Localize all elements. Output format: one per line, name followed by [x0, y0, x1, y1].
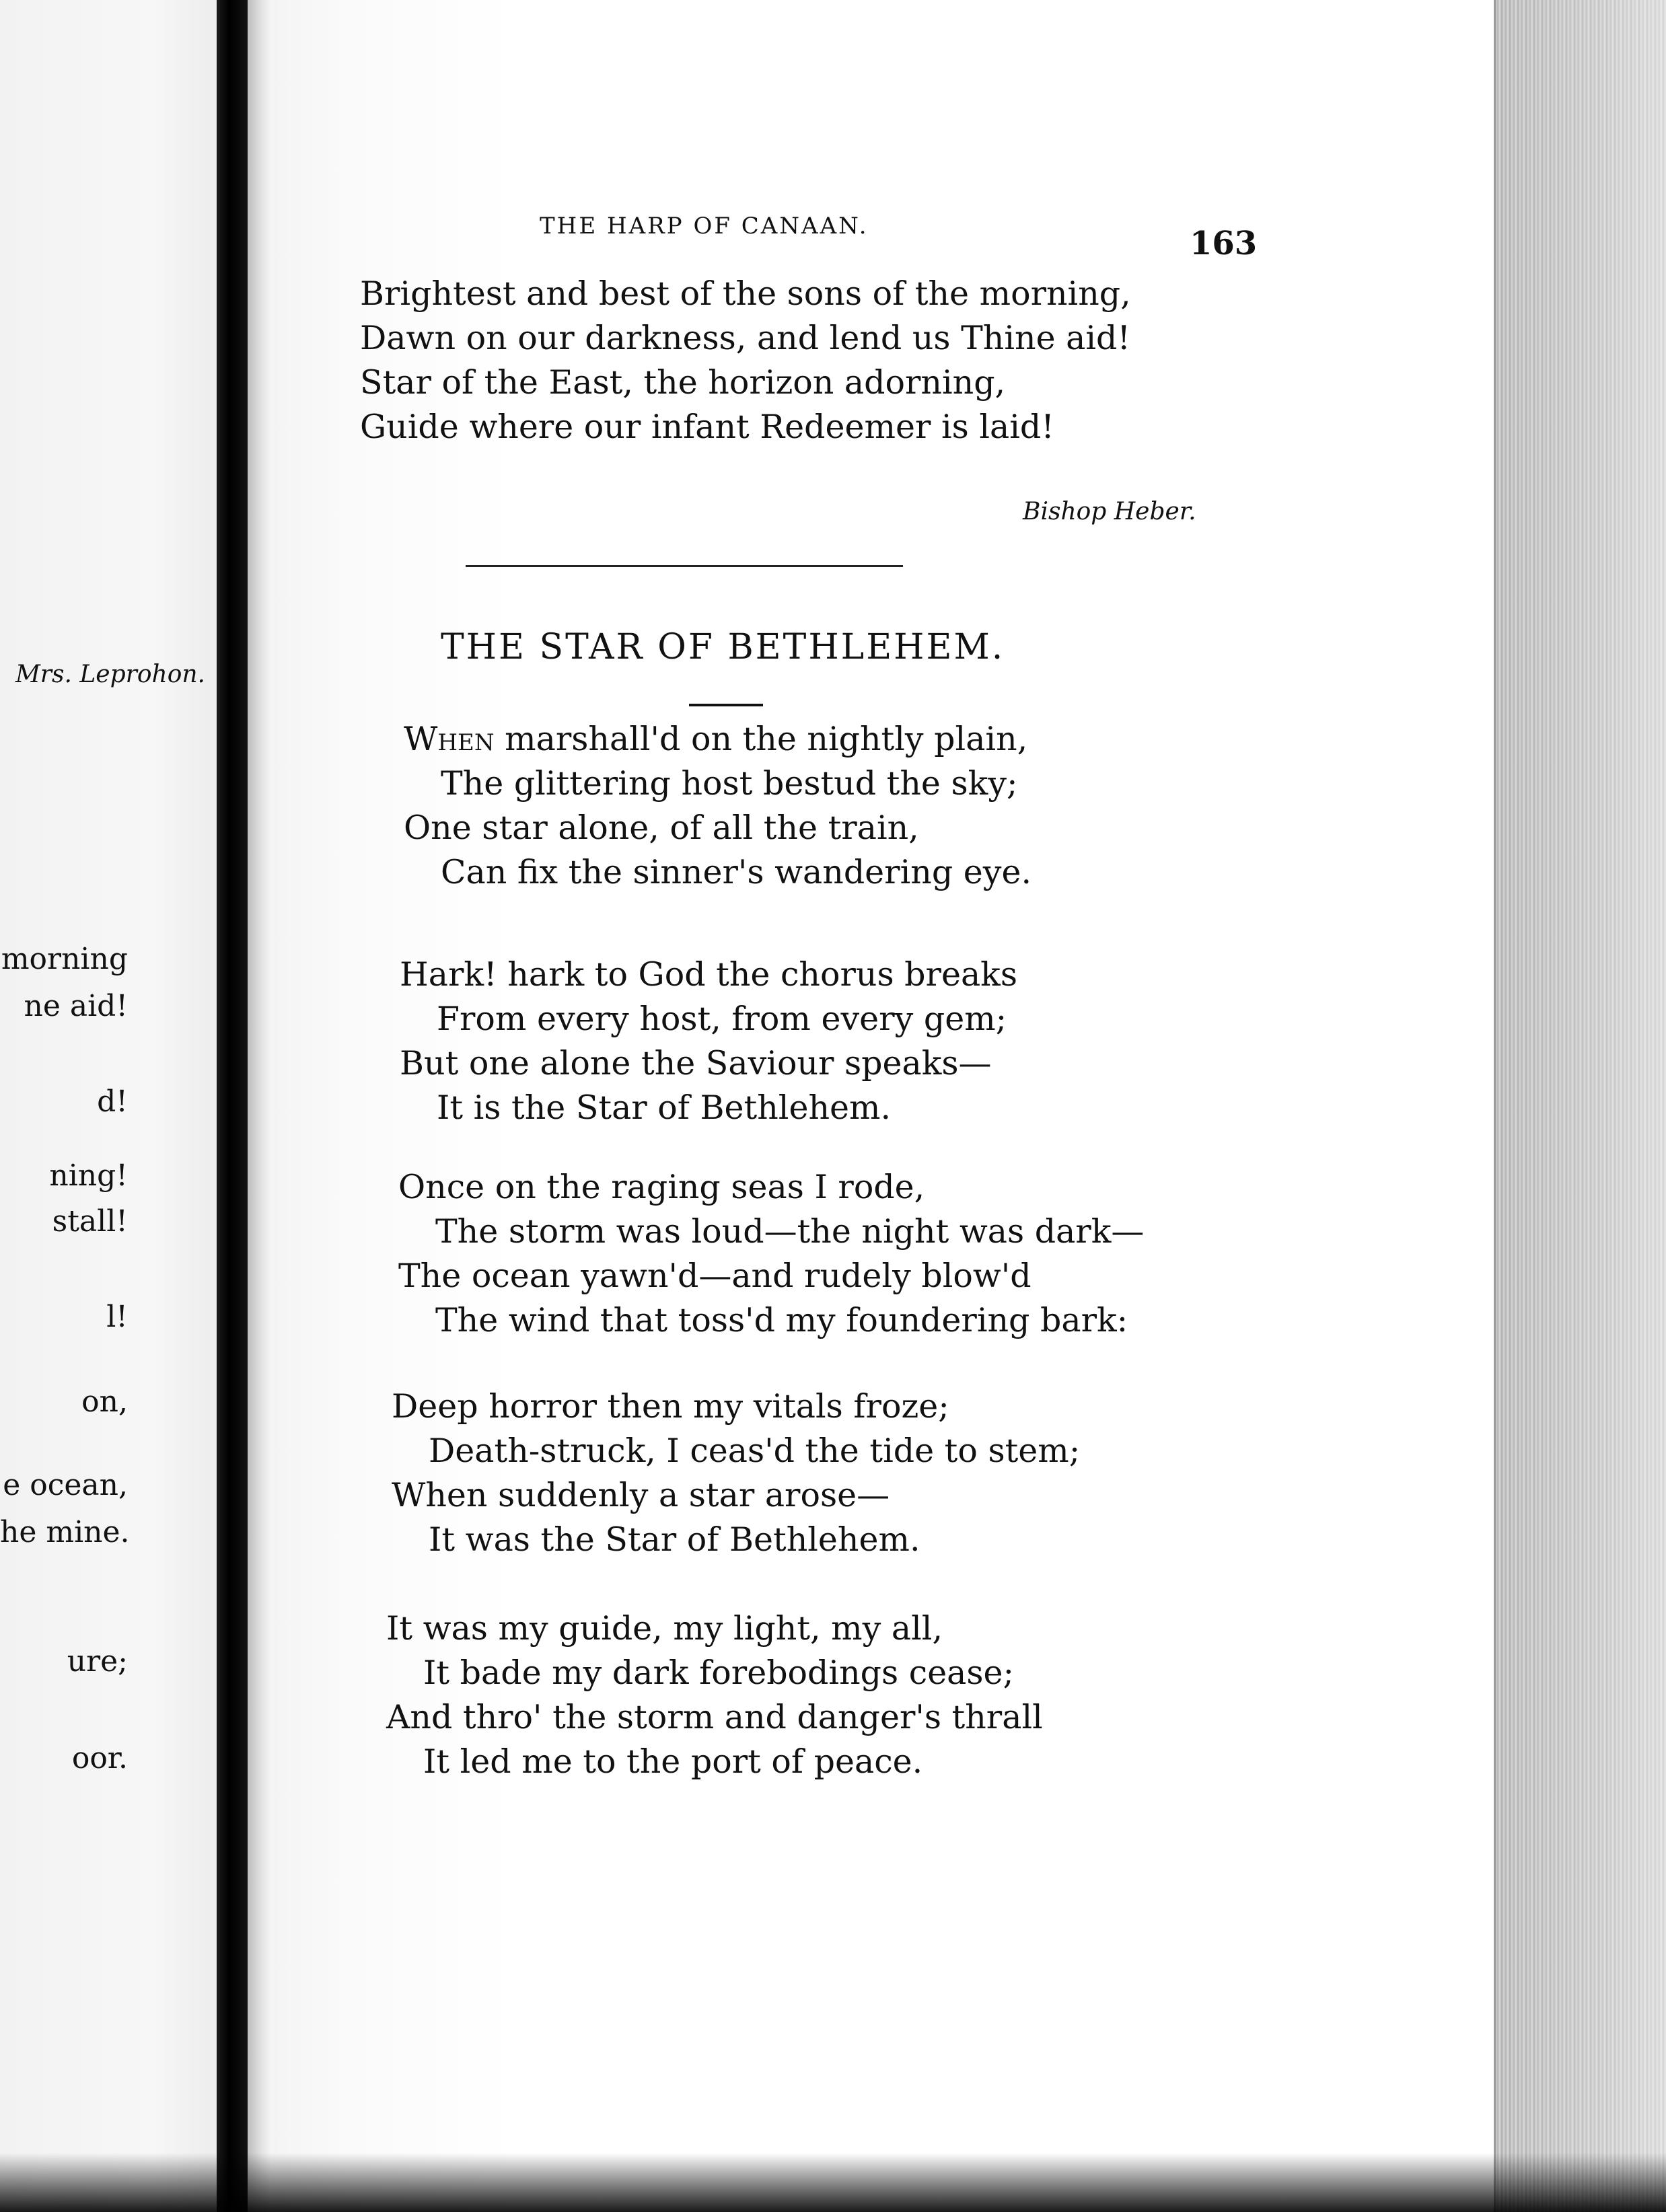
left-page-fragment: morning [1, 942, 128, 976]
opening-attribution: Bishop Heber. [1023, 498, 1196, 525]
verse-line: It was the Star of Bethlehem. [429, 1520, 920, 1559]
section-divider [466, 565, 903, 567]
verse-line: The ocean yawn'd—and rudely blow'd [398, 1257, 1031, 1295]
first-word: When [404, 720, 495, 758]
verse-line: When suddenly a star arose— [392, 1476, 890, 1514]
verse-line: Brightest and best of the sons of the morning, [360, 274, 1131, 313]
left-page-fragment: ure; [67, 1644, 128, 1679]
verse-line: Deep horror then my vitals froze; [392, 1387, 949, 1426]
left-page-attribution: Mrs. Leprohon. [15, 661, 205, 688]
verse-line: The wind that toss'd my foundering bark: [435, 1301, 1128, 1339]
stanza [392, 1385, 1468, 1562]
verse-line: Star of the East, the horizon adorning, [360, 363, 1006, 402]
book-spine [217, 0, 248, 2212]
verse-line: It led me to the port of peace. [423, 1742, 923, 1781]
scan-bottom-edge [0, 2153, 1666, 2212]
left-page-fragment: ning! [49, 1158, 128, 1193]
verse-line: From every host, from every gem; [437, 1000, 1007, 1038]
page-edges-highlight [1494, 0, 1666, 2212]
title-rule [689, 704, 763, 706]
left-page-fragment: d! [97, 1084, 128, 1119]
verse-line: Once on the raging seas I rode, [398, 1168, 925, 1206]
verse-line: Guide where our infant Redeemer is laid! [360, 408, 1054, 446]
verse-line: Death-struck, I ceas'd the tide to stem; [429, 1432, 1081, 1470]
left-page-fragment: ne aid! [24, 989, 128, 1023]
verse-line: Can fix the sinner's wandering eye. [441, 853, 1032, 891]
verse-line: Dawn on our darkness, and lend us Thine aid! [360, 319, 1131, 357]
left-page-fragment: on, [81, 1385, 128, 1419]
verse-line: The glittering host bestud the sky; [441, 764, 1018, 803]
page-number: 163 [1190, 225, 1258, 262]
left-page-fragment: stall! [52, 1204, 128, 1239]
left-page-fragment: oor. [71, 1741, 128, 1775]
left-page-fragment: l! [106, 1300, 128, 1334]
previous-page [0, 0, 219, 2212]
verse-line: One star alone, of all the train, [404, 809, 919, 847]
verse-line [404, 717, 1480, 762]
gutter-shadow [248, 0, 270, 2212]
left-page-fragment: e ocean, [3, 1468, 128, 1502]
verse-line-text: marshall'd on the nightly plain, [494, 720, 1028, 758]
verse-line: But one alone the Saviour speaks— [400, 1044, 992, 1082]
stanza [404, 717, 1480, 895]
verse-line: Hark! hark to God the chorus breaks [400, 955, 1018, 994]
stanza [398, 1165, 1475, 1343]
running-header: THE HARP OF CANAAN. [540, 213, 869, 239]
verse-line: It was my guide, my light, my all, [386, 1609, 943, 1648]
verse-line: It bade my dark forebodings cease; [423, 1654, 1015, 1692]
opening-stanza [360, 272, 1437, 449]
stanza [400, 953, 1476, 1130]
verse-line: It is the Star of Bethlehem. [437, 1089, 892, 1127]
poem-title: THE STAR OF BETHLEHEM. [441, 627, 1005, 667]
verse-line: And thro' the storm and danger's thrall [386, 1698, 1043, 1736]
left-page-fragment: he mine. [0, 1515, 130, 1549]
verse-line: The storm was loud—the night was dark— [435, 1212, 1145, 1251]
stanza [386, 1607, 1463, 1784]
